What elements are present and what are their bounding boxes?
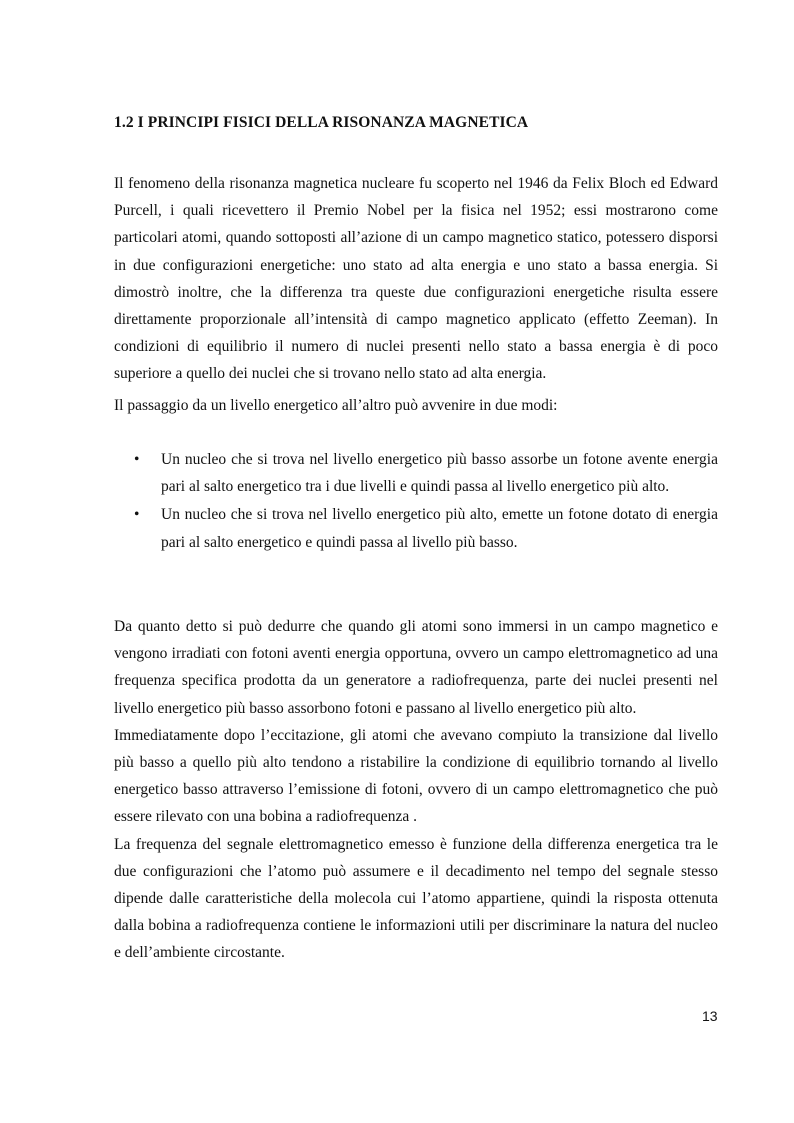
paragraph-transition-intro: Il passaggio da un livello energetico all’altro può avvenire in due modi: (114, 397, 558, 414)
paragraph-relaxation: Immediatamente dopo l’eccitazione, gli atomi che avevano compiuto la transizione dal livello più basso a quello più alto tendono a ristabilire la condizione di equilibrio tornando al livello energetico basso attraverso l’emissione di fotoni, ovvero di un campo elettromagnetico che può essere rilevato con una bobina a radiofrequenza . (114, 726, 718, 826)
paragraph-excitation: Da quanto detto si può dedurre che quando gli atomi sono immersi in un campo magnetico e vengono irradiati con fotoni aventi energia opportuna, ovvero un campo elettromagnetico ad una frequenza specifica prodotta da un generatore a radiofrequenza, parte dei nuclei presenti nel livello energetico più basso assorbono fotoni e passano al livello energetico più alto. (114, 618, 718, 717)
bullet-icon: • (134, 451, 140, 468)
paragraph-signal: La frequenza del segnale elettromagnetico emesso è funzione della differenza energetica tra le due configurazioni che l’atomo può assumere e il decadimento nel tempo del segnale stesso dipende dalle caratteristiche della molecola cui l’atomo appartiene, quindi la risposta ottenuta dalla bobina a radiofrequenza contiene le informazioni utili per discriminare la natura del nucleo e dell’ambiente circostante. (114, 835, 718, 962)
bullet-icon: • (134, 506, 140, 524)
list-item (114, 446, 718, 500)
section-heading: 1.2 I PRINCIPI FISICI DELLA RISONANZA MAGNETICA (114, 114, 529, 131)
page-number: 13 (702, 1008, 718, 1024)
list-item-text: Un nucleo che si trova nel livello energetico più basso assorbe un fotone avente energia pari al salto energetico tra i due livelli e quindi passa al livello energetico più alto. (161, 451, 718, 496)
body-text-block (114, 613, 718, 967)
list-item-text: Un nucleo che si trova nel livello energetico più alto, emette un fotone dotato di energia pari al salto energetico e quindi passa al livello più basso. (161, 506, 718, 551)
paragraph-discovery: Il fenomeno della risonanza magnetica nucleare fu scoperto nel 1946 da Felix Bloch ed Edward Purcell, i quali ricevettero il Premio Nobel per la fisica nel 1952; essi mostrarono come particolari atomi, quando sottoposti all’azione di un campo magnetico statico, potessero disporsi in due configurazioni energetiche: uno stato ad alta energia e uno stato a bassa energia. Si dimostrò inoltre, che la differenza tra queste due configurazioni energetiche risulta essere direttamente proporzionale all’intensità di campo magnetico applicato (effetto Zeeman). In condizioni di equilibrio il numero di nuclei presenti nello stato a bassa energia è di poco superiore a quello dei nuclei che si trovano nello stato ad alta energia. (114, 175, 718, 383)
list-item (114, 501, 718, 555)
transition-list (114, 446, 718, 556)
